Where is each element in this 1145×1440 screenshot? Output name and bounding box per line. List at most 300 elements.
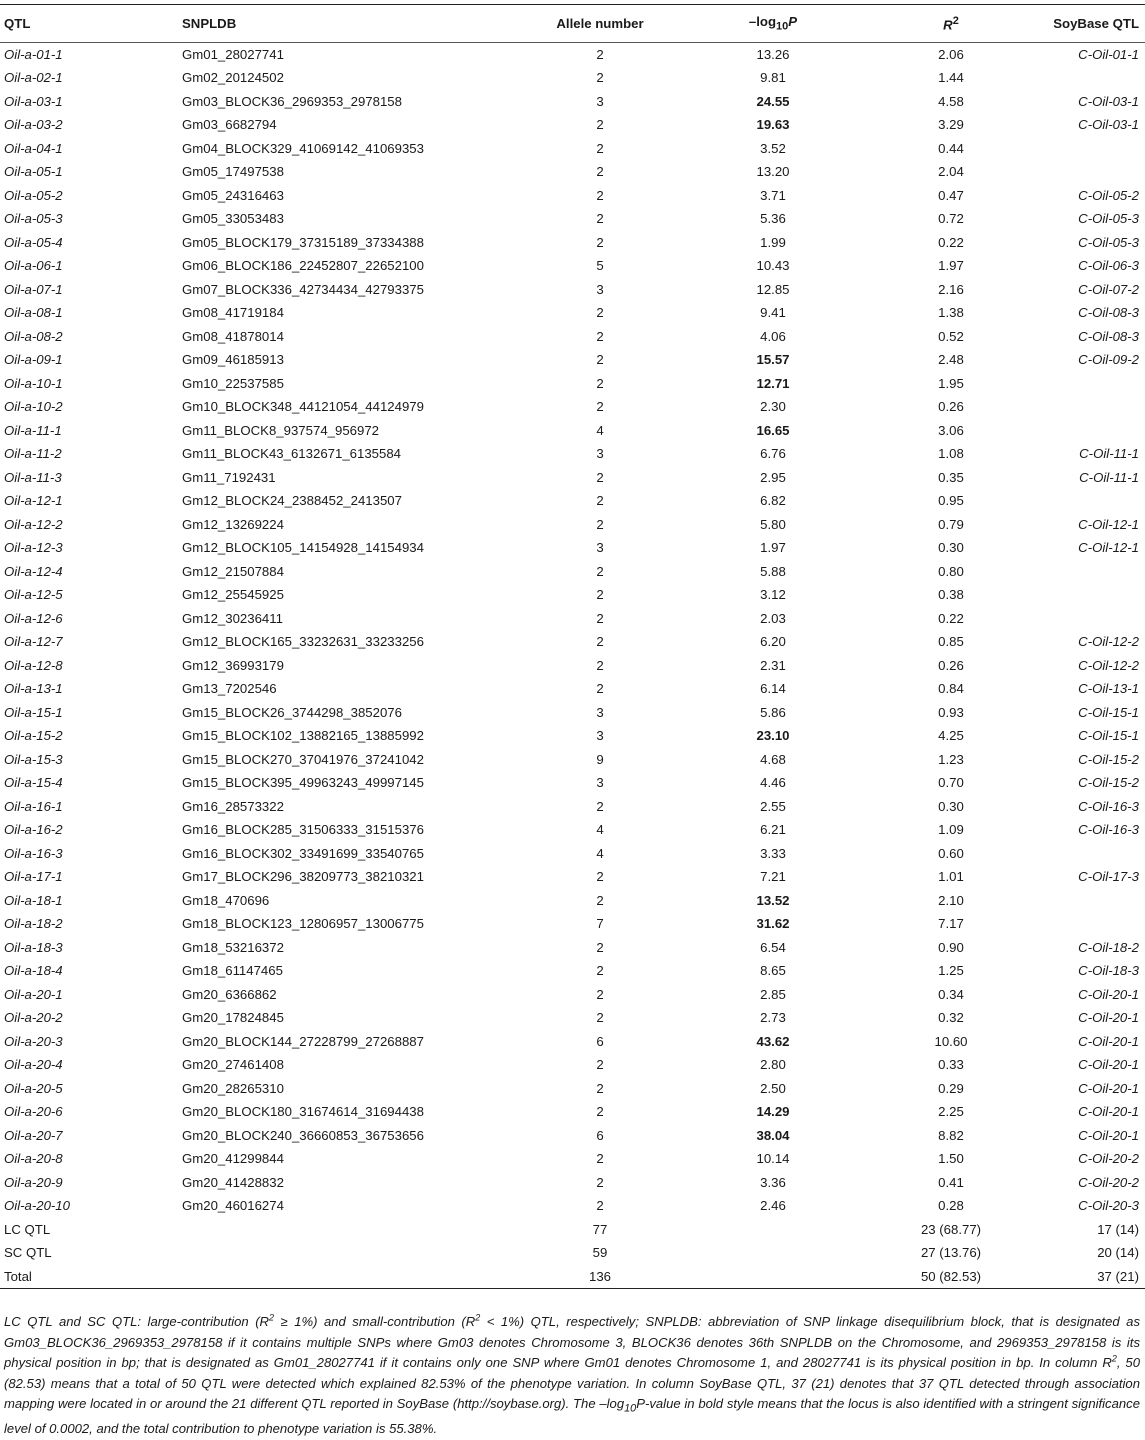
cell-qtl: Oil-a-20-2: [4, 1010, 63, 1026]
table-row: [0, 254, 1145, 278]
cell-qtl: Oil-a-16-2: [4, 822, 63, 838]
cell-soybase-qtl: [1035, 560, 1145, 584]
cell-r2: 1.50: [938, 1151, 964, 1167]
cell-snpldb: Gm20_BLOCK240_36660853_36753656: [182, 1127, 424, 1143]
cell-snpldb: Gm11_BLOCK43_6132671_6135584: [182, 446, 401, 462]
cell-snpldb: Gm18_BLOCK123_12806957_13006775: [182, 916, 424, 932]
cell-snpldb: Gm06_BLOCK186_22452807_22652100: [182, 258, 424, 274]
cell-allele-number: 3: [596, 704, 604, 720]
header-log-p-prefix: –log: [748, 14, 777, 30]
cell-allele-number: 5: [596, 258, 604, 274]
table-row: [0, 489, 1145, 513]
cell-snpldb: Gm03_BLOCK36_2969353_2978158: [182, 93, 402, 109]
cell-soybase-qtl: C-Oil-15-2: [1078, 775, 1139, 791]
summary-label: Total: [0, 1265, 178, 1289]
cell-snpldb: Gm16_BLOCK285_31506333_31515376: [182, 822, 424, 838]
cell-log-p: 2.95: [760, 469, 786, 485]
table-row: [0, 301, 1145, 325]
cell-log-p: 9.81: [760, 70, 786, 86]
cell-soybase-qtl: [1035, 372, 1145, 396]
cell-r2: 0.34: [938, 986, 964, 1002]
table-row: [0, 1194, 1145, 1218]
cell-log-p: 2.85: [760, 986, 786, 1002]
cell-qtl: Oil-a-18-2: [4, 916, 63, 932]
cell-snpldb: Gm15_BLOCK26_3744298_3852076: [182, 704, 402, 720]
cell-snpldb: Gm20_41428832: [182, 1174, 284, 1190]
summary-allele-number: 59: [592, 1245, 608, 1261]
cell-qtl: Oil-a-11-3: [4, 469, 62, 485]
cell-qtl: Oil-a-12-1: [4, 493, 63, 509]
summary-label: SC QTL: [4, 1245, 52, 1261]
cell-log-p: 3.12: [760, 587, 786, 603]
cell-qtl: Oil-a-20-6: [4, 1104, 63, 1120]
cell-snpldb: Gm20_BLOCK180_31674614_31694438: [182, 1104, 424, 1120]
header-r2: [867, 5, 1035, 43]
cell-allele-number: 2: [596, 516, 604, 532]
table-row: [0, 1053, 1145, 1077]
cell-r2: 0.80: [938, 563, 964, 579]
cell-qtl: Oil-a-13-1: [4, 681, 63, 697]
table-row: [0, 701, 1145, 725]
summary-empty: [679, 1241, 867, 1265]
cell-snpldb: Gm15_BLOCK102_13882165_13885992: [182, 728, 424, 744]
cell-qtl: Oil-a-04-1: [4, 140, 63, 156]
table-row: [0, 1006, 1145, 1030]
cell-log-p: 9.41: [760, 305, 786, 321]
cell-allele-number: 2: [596, 1198, 604, 1214]
cell-qtl: Oil-a-20-1: [4, 986, 63, 1002]
cell-snpldb: Gm05_24316463: [182, 187, 284, 203]
cell-snpldb: Gm11_7192431: [182, 469, 276, 485]
cell-allele-number: 2: [596, 352, 604, 368]
cell-snpldb: Gm04_BLOCK329_41069142_41069353: [182, 140, 424, 156]
table-row: [0, 372, 1145, 396]
cell-snpldb: Gm20_41299844: [182, 1151, 284, 1167]
cell-log-p: 1.99: [760, 234, 786, 250]
cell-snpldb: Gm16_BLOCK302_33491699_33540765: [182, 845, 424, 861]
cell-r2: 0.22: [938, 610, 964, 626]
cell-log-p: 13.52: [756, 892, 790, 908]
cell-log-p: 4.46: [760, 775, 786, 791]
cell-soybase-qtl: C-Oil-12-1: [1078, 540, 1139, 556]
table-row: [0, 983, 1145, 1007]
cell-log-p: 2.46: [760, 1198, 786, 1214]
table-row: [0, 90, 1145, 114]
cell-log-p: 2.73: [760, 1010, 786, 1026]
cell-allele-number: 2: [596, 939, 604, 955]
cell-allele-number: 2: [596, 1080, 604, 1096]
table-row: [0, 607, 1145, 631]
cell-log-p: 6.82: [760, 493, 786, 509]
cell-qtl: Oil-a-16-3: [4, 845, 63, 861]
cell-soybase-qtl: [1035, 583, 1145, 607]
cell-r2: 4.58: [938, 93, 964, 109]
cell-qtl: Oil-a-05-3: [4, 211, 63, 227]
cell-log-p: 38.04: [756, 1127, 790, 1143]
summary-soybase-qtl: 37 (21): [1035, 1265, 1145, 1289]
cell-qtl: Oil-a-18-3: [4, 939, 63, 955]
table-row: [0, 536, 1145, 560]
cell-r2: 0.41: [938, 1174, 964, 1190]
cell-log-p: 14.29: [756, 1104, 790, 1120]
cell-snpldb: Gm12_BLOCK165_33232631_33233256: [182, 634, 424, 650]
cell-log-p: 2.30: [760, 399, 786, 415]
cell-soybase-qtl: C-Oil-18-3: [1078, 963, 1139, 979]
footnote-part-5: P-value in bold style means that the locus is also identified with a stringent significance level of 0.0002, and the total contribution to phenotype variation is 55.38%.: [4, 1396, 1141, 1437]
cell-soybase-qtl: C-Oil-20-1: [1078, 1057, 1139, 1073]
cell-soybase-qtl: C-Oil-13-1: [1078, 681, 1139, 697]
cell-log-p: 13.20: [756, 164, 790, 180]
table-row: [0, 1100, 1145, 1124]
header-r2-sup: 2: [952, 14, 959, 27]
cell-soybase-qtl: [1035, 66, 1145, 90]
cell-qtl: Oil-a-20-7: [4, 1127, 63, 1143]
cell-snpldb: Gm16_28573322: [182, 798, 284, 814]
cell-allele-number: 2: [596, 117, 604, 133]
cell-log-p: 12.85: [756, 281, 790, 297]
cell-soybase-qtl: C-Oil-20-2: [1078, 1151, 1139, 1167]
cell-qtl: Oil-a-05-2: [4, 187, 63, 203]
cell-r2: 0.79: [938, 516, 964, 532]
cell-soybase-qtl: C-Oil-20-1: [1078, 1127, 1139, 1143]
cell-snpldb: Gm05_33053483: [182, 211, 284, 227]
cell-qtl: Oil-a-20-5: [4, 1080, 63, 1096]
cell-allele-number: 2: [596, 469, 604, 485]
cell-log-p: 8.65: [760, 963, 786, 979]
cell-snpldb: Gm12_BLOCK105_14154928_14154934: [182, 540, 424, 556]
cell-soybase-qtl: C-Oil-18-2: [1078, 939, 1139, 955]
cell-soybase-qtl: C-Oil-15-1: [1078, 704, 1139, 720]
summary-allele-number: 77: [592, 1221, 608, 1237]
header-snpldb: SNPLDB: [178, 5, 521, 43]
cell-log-p: 12.71: [756, 375, 790, 391]
table-row: [0, 278, 1145, 302]
cell-snpldb: Gm12_30236411: [182, 610, 283, 626]
cell-snpldb: Gm18_470696: [182, 892, 270, 908]
summary-row: [0, 1265, 1145, 1289]
cell-snpldb: Gm10_BLOCK348_44121054_44124979: [182, 399, 424, 415]
cell-qtl: Oil-a-15-2: [4, 728, 63, 744]
cell-allele-number: 2: [596, 1010, 604, 1026]
cell-r2: 10.60: [934, 1033, 968, 1049]
cell-allele-number: 3: [596, 281, 604, 297]
cell-allele-number: 2: [596, 587, 604, 603]
cell-qtl: Oil-a-06-1: [4, 258, 63, 274]
cell-allele-number: 6: [596, 1033, 604, 1049]
cell-r2: 1.25: [938, 963, 964, 979]
cell-r2: 3.29: [938, 117, 964, 133]
cell-qtl: Oil-a-11-2: [4, 446, 62, 462]
cell-qtl: Oil-a-20-9: [4, 1174, 63, 1190]
cell-r2: 1.09: [938, 822, 964, 838]
cell-allele-number: 2: [596, 47, 604, 62]
cell-snpldb: Gm12_13269224: [182, 516, 284, 532]
cell-soybase-qtl: C-Oil-09-2: [1078, 352, 1139, 368]
table-row: [0, 66, 1145, 90]
cell-soybase-qtl: [1035, 607, 1145, 631]
cell-allele-number: 2: [596, 211, 604, 227]
cell-r2: 0.33: [938, 1057, 964, 1073]
cell-log-p: 5.36: [760, 211, 786, 227]
table-header: [0, 5, 1145, 43]
header-log-p-sub: 10: [776, 20, 789, 33]
table-row: [0, 630, 1145, 654]
cell-r2: 0.35: [938, 469, 964, 485]
cell-soybase-qtl: [1035, 395, 1145, 419]
cell-qtl: Oil-a-01-1: [4, 47, 63, 62]
cell-log-p: 31.62: [756, 916, 790, 932]
cell-soybase-qtl: C-Oil-12-1: [1078, 516, 1139, 532]
summary-soybase-qtl: 20 (14): [1097, 1245, 1139, 1261]
cell-soybase-qtl: C-Oil-17-3: [1078, 869, 1139, 885]
cell-soybase-qtl: [1035, 489, 1145, 513]
cell-soybase-qtl: [1035, 419, 1145, 443]
table-row: [0, 43, 1145, 67]
cell-soybase-qtl: C-Oil-12-2: [1078, 657, 1139, 673]
cell-qtl: Oil-a-12-7: [4, 634, 63, 650]
cell-log-p: 2.80: [760, 1057, 786, 1073]
table-row: [0, 842, 1145, 866]
cell-allele-number: 2: [596, 610, 604, 626]
cell-allele-number: 2: [596, 399, 604, 415]
cell-allele-number: 2: [596, 375, 604, 391]
table-row: [0, 654, 1145, 678]
cell-r2: 2.48: [938, 352, 964, 368]
summary-label: LC QTL: [4, 1221, 51, 1237]
cell-soybase-qtl: C-Oil-12-2: [1078, 634, 1139, 650]
cell-qtl: Oil-a-20-10: [4, 1198, 70, 1214]
cell-qtl: Oil-a-07-1: [4, 281, 63, 297]
cell-r2: 1.95: [938, 375, 964, 391]
summary-allele-number: 136: [521, 1265, 679, 1289]
table-row: [0, 1171, 1145, 1195]
cell-soybase-qtl: C-Oil-05-3: [1078, 211, 1139, 227]
table-row: [0, 560, 1145, 584]
table-row: [0, 583, 1145, 607]
cell-snpldb: Gm20_28265310: [182, 1080, 284, 1096]
cell-log-p: 2.50: [760, 1080, 786, 1096]
cell-qtl: Oil-a-16-1: [4, 798, 63, 814]
cell-log-p: 3.36: [760, 1174, 786, 1190]
cell-r2: 1.38: [938, 305, 964, 321]
footnote-sup-2: 2: [475, 1312, 481, 1323]
cell-log-p: 23.10: [756, 728, 790, 744]
cell-soybase-qtl: C-Oil-20-1: [1078, 986, 1139, 1002]
cell-r2: 7.17: [938, 916, 964, 932]
cell-allele-number: 2: [596, 986, 604, 1002]
cell-snpldb: Gm10_22537585: [182, 375, 284, 391]
table-row: [0, 959, 1145, 983]
cell-qtl: Oil-a-10-1: [4, 375, 63, 391]
cell-soybase-qtl: C-Oil-03-1: [1078, 93, 1139, 109]
cell-soybase-qtl: C-Oil-03-1: [1078, 117, 1139, 133]
table-footnote: [4, 1312, 1140, 1440]
summary-empty: [679, 1218, 867, 1242]
cell-soybase-qtl: C-Oil-20-1: [1078, 1104, 1139, 1120]
cell-qtl: Oil-a-08-1: [4, 305, 63, 321]
cell-allele-number: 6: [596, 1127, 604, 1143]
cell-r2: 1.01: [938, 869, 964, 885]
cell-r2: 0.70: [938, 775, 964, 791]
cell-r2: 0.38: [938, 587, 964, 603]
table-row: [0, 818, 1145, 842]
cell-snpldb: Gm18_61147465: [182, 963, 283, 979]
cell-r2: 4.25: [938, 728, 964, 744]
cell-r2: 0.32: [938, 1010, 964, 1026]
cell-soybase-qtl: C-Oil-08-3: [1078, 305, 1139, 321]
table-row: [0, 160, 1145, 184]
footnote-part-1: LC QTL and SC QTL: large-contribution (R: [4, 1314, 270, 1329]
cell-soybase-qtl: C-Oil-11-1: [1079, 469, 1139, 485]
cell-qtl: Oil-a-12-5: [4, 587, 63, 603]
table-row: [0, 1147, 1145, 1171]
cell-log-p: 5.80: [760, 516, 786, 532]
cell-snpldb: Gm20_46016274: [182, 1198, 284, 1214]
footnote-sup-1: 2: [269, 1312, 275, 1323]
cell-r2: 0.26: [938, 399, 964, 415]
cell-allele-number: 2: [596, 869, 604, 885]
cell-qtl: Oil-a-20-3: [4, 1033, 63, 1049]
cell-log-p: 4.06: [760, 328, 786, 344]
footnote-sub-4: 10: [624, 1402, 637, 1415]
cell-r2: 2.10: [938, 892, 964, 908]
table-row: [0, 1030, 1145, 1054]
cell-r2: 0.30: [938, 798, 964, 814]
summary-r2: 50 (82.53): [867, 1265, 1035, 1289]
cell-log-p: 4.68: [760, 751, 786, 767]
cell-allele-number: 3: [596, 728, 604, 744]
cell-soybase-qtl: C-Oil-20-1: [1078, 1080, 1139, 1096]
cell-r2: 0.72: [938, 211, 964, 227]
header-row: [0, 5, 1145, 43]
cell-r2: 0.52: [938, 328, 964, 344]
table-row: [0, 231, 1145, 255]
cell-allele-number: 4: [596, 422, 604, 438]
footnote-part-4: , 50 (82.53) means that a total of 50 QTL were detected which explained 82.53% of the phenotype variation. In column SoyBase QTL, 37 (21) denotes that 37 QTL detected through association mapping were located in or around the 21 different QTL reported in SoyBase (http://soybase.org). The –log: [4, 1355, 1140, 1411]
cell-log-p: 6.20: [760, 634, 786, 650]
header-qtl: QTL: [0, 5, 178, 43]
cell-r2: 1.23: [938, 751, 964, 767]
cell-snpldb: Gm01_28027741: [182, 47, 284, 62]
cell-snpldb: Gm20_17824845: [182, 1010, 284, 1026]
cell-allele-number: 3: [596, 775, 604, 791]
cell-log-p: 43.62: [756, 1033, 790, 1049]
cell-snpldb: Gm15_BLOCK270_37041976_37241042: [182, 751, 424, 767]
cell-snpldb: Gm02_20124502: [182, 70, 284, 86]
cell-snpldb: Gm20_27461408: [182, 1057, 284, 1073]
cell-allele-number: 2: [596, 798, 604, 814]
cell-soybase-qtl: [1035, 912, 1145, 936]
cell-r2: 0.90: [938, 939, 964, 955]
footnote-part-2: ≥ 1%) and small-contribution (R: [274, 1314, 476, 1329]
cell-log-p: 2.55: [760, 798, 786, 814]
cell-qtl: Oil-a-02-1: [4, 70, 63, 86]
cell-allele-number: 2: [596, 70, 604, 86]
cell-r2: 0.47: [938, 187, 964, 203]
cell-log-p: 3.33: [760, 845, 786, 861]
cell-qtl: Oil-a-17-1: [4, 869, 63, 885]
cell-log-p: 24.55: [756, 93, 790, 109]
cell-qtl: Oil-a-12-2: [4, 516, 63, 532]
cell-r2: 0.93: [938, 704, 964, 720]
summary-r2: 23 (68.77): [920, 1221, 982, 1237]
cell-soybase-qtl: C-Oil-15-1: [1078, 728, 1139, 744]
cell-r2: 2.25: [938, 1104, 964, 1120]
cell-qtl: Oil-a-03-2: [4, 117, 63, 133]
cell-allele-number: 2: [596, 681, 604, 697]
cell-soybase-qtl: C-Oil-15-2: [1078, 751, 1139, 767]
cell-allele-number: 2: [596, 234, 604, 250]
cell-snpldb: Gm17_BLOCK296_38209773_38210321: [182, 869, 424, 885]
cell-soybase-qtl: C-Oil-11-1: [1079, 446, 1139, 462]
cell-log-p: 6.54: [760, 939, 786, 955]
cell-log-p: 6.76: [760, 446, 786, 462]
cell-r2: 0.30: [938, 540, 964, 556]
cell-log-p: 10.14: [756, 1151, 790, 1167]
cell-qtl: Oil-a-15-1: [4, 704, 63, 720]
table-row: [0, 207, 1145, 231]
cell-r2: 0.22: [938, 234, 964, 250]
cell-r2: 0.95: [938, 493, 964, 509]
cell-soybase-qtl: C-Oil-05-3: [1078, 234, 1139, 250]
cell-snpldb: Gm05_BLOCK179_37315189_37334388: [182, 234, 424, 250]
table-row: [0, 1124, 1145, 1148]
cell-r2: 2.06: [938, 47, 964, 62]
table-row: [0, 137, 1145, 161]
cell-r2: 1.44: [938, 70, 964, 86]
cell-allele-number: 2: [596, 140, 604, 156]
cell-allele-number: 2: [596, 328, 604, 344]
cell-soybase-qtl: C-Oil-07-2: [1078, 281, 1139, 297]
cell-snpldb: Gm15_BLOCK395_49963243_49997145: [182, 775, 424, 791]
cell-snpldb: Gm03_6682794: [182, 117, 277, 133]
header-allele-number: Allele number: [521, 5, 679, 43]
cell-snpldb: Gm05_17497538: [182, 164, 284, 180]
cell-r2: 8.82: [938, 1127, 964, 1143]
cell-allele-number: 2: [596, 187, 604, 203]
cell-snpldb: Gm12_BLOCK24_2388452_2413507: [182, 493, 402, 509]
cell-r2: 2.04: [938, 164, 964, 180]
cell-qtl: Oil-a-20-8: [4, 1151, 63, 1167]
cell-r2: 0.60: [938, 845, 964, 861]
table-row: [0, 113, 1145, 137]
cell-soybase-qtl: C-Oil-08-3: [1078, 328, 1139, 344]
cell-log-p: 7.21: [760, 869, 786, 885]
header-log-p-var: P: [788, 14, 798, 30]
table-row: [0, 936, 1145, 960]
cell-r2: 0.84: [938, 681, 964, 697]
cell-log-p: 1.97: [760, 540, 786, 556]
cell-snpldb: Gm08_41719184: [182, 305, 284, 321]
cell-r2: 0.85: [938, 634, 964, 650]
cell-snpldb: Gm07_BLOCK336_42734434_42793375: [182, 281, 424, 297]
cell-log-p: 2.03: [760, 610, 786, 626]
cell-qtl: Oil-a-15-4: [4, 775, 63, 791]
cell-r2: 1.08: [938, 446, 964, 462]
cell-soybase-qtl: [1035, 842, 1145, 866]
table-body: [0, 43, 1145, 1289]
cell-qtl: Oil-a-15-3: [4, 751, 63, 767]
table-row: [0, 677, 1145, 701]
cell-qtl: Oil-a-05-4: [4, 234, 63, 250]
cell-allele-number: 3: [596, 93, 604, 109]
cell-soybase-qtl: C-Oil-20-2: [1078, 1174, 1139, 1190]
cell-allele-number: 2: [596, 1174, 604, 1190]
cell-soybase-qtl: [1035, 137, 1145, 161]
table-row: [0, 724, 1145, 748]
table-row: [0, 889, 1145, 913]
cell-log-p: 3.71: [760, 187, 786, 203]
